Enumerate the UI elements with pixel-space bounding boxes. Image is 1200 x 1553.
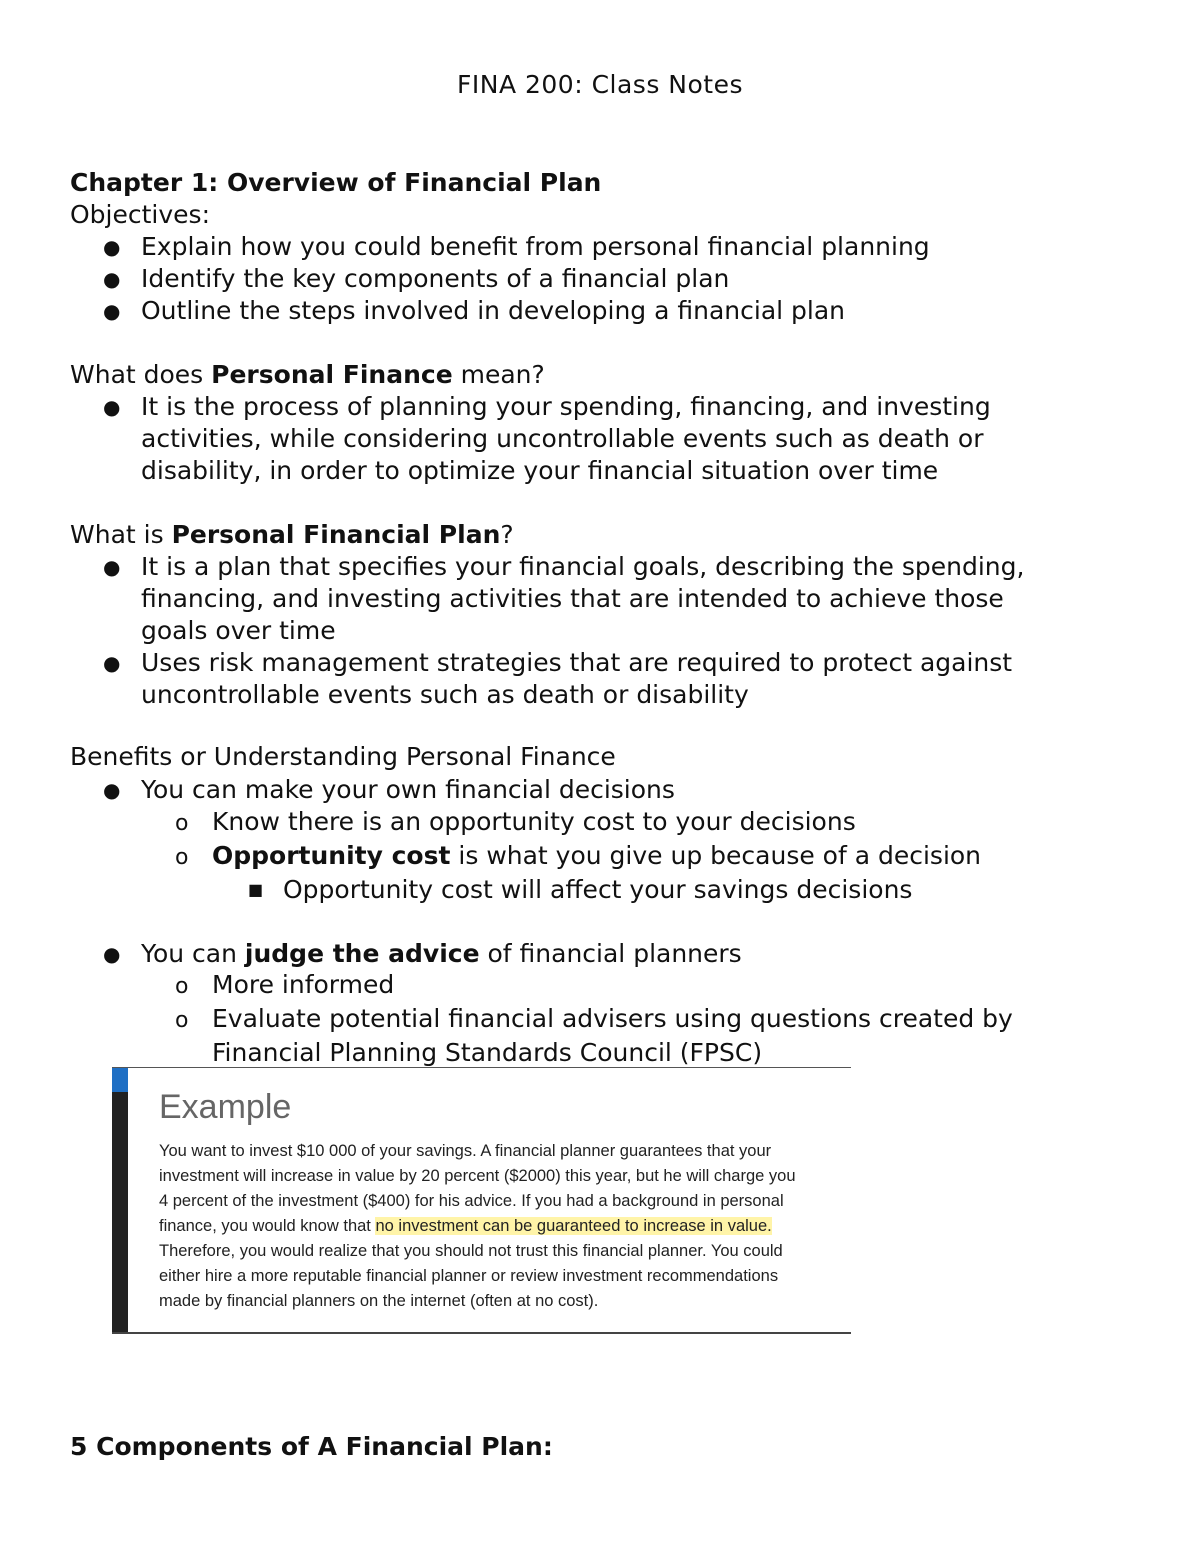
example-text-line: investment will increase in value by 20 percent ($2000) this year, but he will charge you	[159, 1167, 796, 1185]
example-text-line: either hire a more reputable financial planner or review investment recommendations	[159, 1267, 779, 1285]
question-term: Personal Financial Plan	[171, 520, 501, 549]
term-bold: Opportunity cost	[212, 841, 451, 870]
example-callout	[112, 1067, 851, 1334]
side-bar	[112, 1092, 128, 1332]
chapter-heading: Chapter 1: Overview of Financial Plan	[70, 168, 602, 197]
bullet-icon: ●	[103, 942, 121, 966]
circle-bullet-icon: o	[175, 845, 189, 870]
objective-item: Explain how you could benefit from personal financial planning	[141, 232, 930, 261]
square-bullet-icon: ■	[248, 880, 264, 899]
financial-plan-question	[70, 519, 514, 551]
circle-bullet-icon: o	[175, 1008, 189, 1033]
definition-line: It is a plan that specifies your financial goals, describing the spending,	[141, 552, 1025, 581]
example-text-line: 4 percent of the investment ($400) for his advice. If you had a background in personal	[159, 1192, 784, 1210]
benefit-suffix: of financial planners	[479, 939, 742, 968]
example-text-line: made by financial planners on the internet (often at no cost).	[159, 1292, 599, 1310]
objective-item: Outline the steps involved in developing a financial plan	[141, 296, 846, 325]
bullet-icon: ●	[103, 555, 121, 579]
benefit-subsubitem: Opportunity cost will affect your savings decisions	[283, 875, 913, 904]
benefit-item: You can make your own financial decisions	[141, 775, 675, 804]
example-text-prefix: finance, you would know that	[159, 1217, 376, 1235]
benefit-subitem	[212, 840, 981, 872]
bullet-icon: ●	[103, 778, 121, 802]
definition-line: disability, in order to optimize your financial situation over time	[141, 456, 939, 485]
benefit-subitem: Know there is an opportunity cost to your decisions	[212, 807, 856, 836]
definition-line: Uses risk management strategies that are required to protect against	[141, 648, 1013, 677]
example-text-line: You want to invest $10 000 of your savings. A financial planner guarantees that your	[159, 1142, 772, 1160]
circle-bullet-icon: o	[175, 811, 189, 836]
document-title: FINA 200: Class Notes	[456, 70, 743, 99]
objective-item: Identify the key components of a financial plan	[141, 264, 730, 293]
benefits-heading: Benefits or Understanding Personal Finance	[70, 742, 616, 771]
bullet-icon: ●	[103, 267, 121, 291]
definition-line: uncontrollable events such as death or disability	[141, 680, 749, 709]
accent-bar	[112, 1068, 128, 1092]
question-prefix: What is	[70, 520, 172, 549]
bullet-icon: ●	[103, 235, 121, 259]
definition-line: goals over time	[141, 616, 336, 645]
benefit-subitem: Evaluate potential financial advisers using questions created by	[212, 1004, 1013, 1033]
benefit-prefix: You can	[141, 939, 245, 968]
definition-line: financing, and investing activities that are intended to achieve those	[141, 584, 1004, 613]
definition-line: activities, while considering uncontrollable events such as death or	[141, 424, 984, 453]
example-text-line	[159, 1214, 772, 1239]
term-rest: is what you give up because of a decision	[450, 841, 982, 870]
circle-bullet-icon: o	[175, 974, 189, 999]
question-suffix: ?	[500, 520, 514, 549]
highlighted-text: no investment can be guaranteed to increase in value.	[375, 1217, 772, 1235]
example-text-line: Therefore, you would realize that you should not trust this financial planner. You could	[159, 1242, 783, 1260]
benefit-subitem: Financial Planning Standards Council (FPSC)	[212, 1038, 763, 1067]
benefit-bold: judge the advice	[244, 939, 480, 968]
objectives-label: Objectives:	[70, 200, 210, 229]
question-term: Personal Finance	[211, 360, 453, 389]
definition-line: It is the process of planning your spending, financing, and investing	[141, 392, 991, 421]
bullet-icon: ●	[103, 395, 121, 419]
question-prefix: What does	[70, 360, 212, 389]
components-heading: 5 Components of A Financial Plan:	[70, 1432, 553, 1461]
example-title: Example	[159, 1088, 292, 1126]
bullet-icon: ●	[103, 651, 121, 675]
personal-finance-question	[70, 359, 545, 391]
benefit-subitem: More informed	[212, 970, 395, 999]
bullet-icon: ●	[103, 299, 121, 323]
question-suffix: mean?	[452, 360, 545, 389]
benefit-item	[141, 938, 742, 970]
